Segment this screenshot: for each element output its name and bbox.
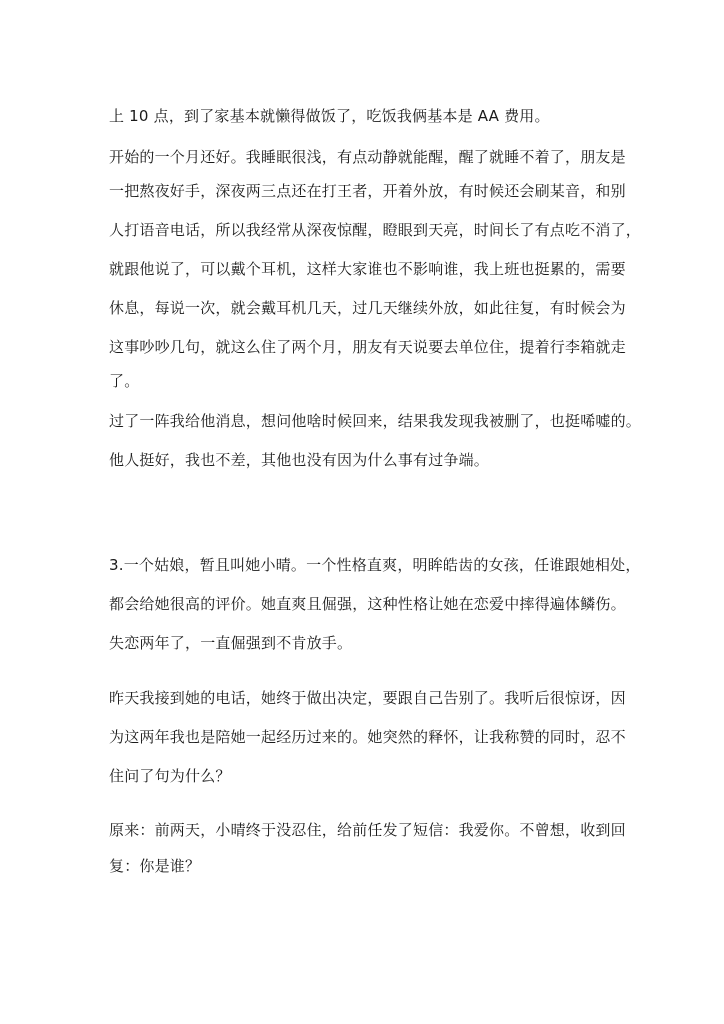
text-line: 3.一个姑娘，暂且叫她小晴。一个性格直爽，明眸皓齿的女孩，任谁跟她相处， — [109, 556, 641, 574]
text-line: 上 10 点，到了家基本就懒得做饭了，吃饭我俩基本是 AA 费用。 — [109, 107, 550, 125]
text-line: 了。 — [109, 372, 140, 390]
text-line: 人打语音电话，所以我经常从深夜惊醒，瞪眼到天亮，时间长了有点吃不消了， — [109, 221, 642, 239]
text-line: 复：你是谁？ — [109, 857, 201, 875]
text-line: 住问了句为什么？ — [109, 767, 231, 785]
text-line: 就跟他说了，可以戴个耳机，这样大家谁也不影响谁，我上班也挺累的，需要 — [109, 260, 626, 278]
text-line: 休息，每说一次，就会戴耳机几天，过几天继续外放，如此往复，有时候会为 — [109, 299, 626, 317]
text-line: 过了一阵我给他消息，想问他啥时候回来，结果我发现我被删了，也挺唏嘘的。 — [109, 412, 642, 430]
text-line: 原来：前两天，小晴终于没忍住，给前任发了短信：我爱你。不曾想，收到回 — [109, 821, 626, 839]
text-line: 他人挺好，我也不差，其他也没有因为什么事有过争端。 — [109, 451, 490, 469]
text-line: 这事吵吵几句，就这么住了两个月，朋友有天说要去单位住，提着行李箱就走 — [109, 338, 626, 356]
text-line: 开始的一个月还好。我睡眠很浅，有点动静就能醒，醒了就睡不着了，朋友是 — [109, 148, 626, 166]
text-line: 失恋两年了，一直倔强到不肯放手。 — [109, 634, 353, 652]
text-line: 昨天我接到她的电话，她终于做出决定，要跟自己告别了。我听后很惊讶，因 — [109, 689, 626, 707]
text-line: 都会给她很高的评价。她直爽且倔强，这种性格让她在恋爱中摔得遍体鳞伤。 — [109, 595, 626, 613]
text-line: 一把熬夜好手，深夜两三点还在打王者，开着外放，有时候还会刷某音，和别 — [109, 182, 626, 200]
text-line: 为这两年我也是陪她一起经历过来的。她突然的释怀，让我称赞的同时，忍不 — [109, 728, 626, 746]
